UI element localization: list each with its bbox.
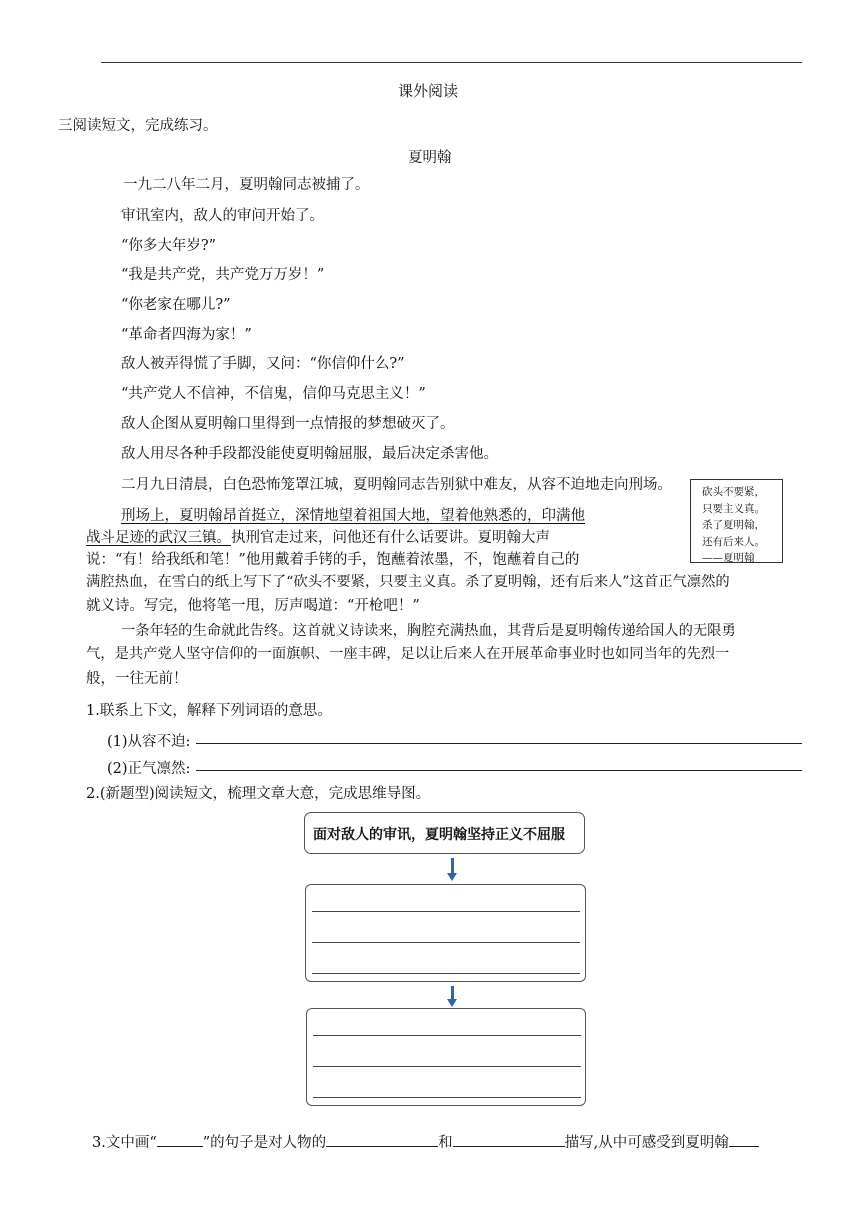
paragraph: “革命者四海为家！”	[121, 327, 252, 343]
answer-blank[interactable]	[196, 770, 802, 771]
paragraph: 敌人被弄得慌了手脚，又问：“你信仰什么?”	[121, 356, 405, 372]
question-1-item: (1)从容不迫:	[107, 734, 191, 750]
paragraph-line: 就义诗。写完，他将笔一甩，厉声喝道：“开枪吧！”	[86, 598, 420, 614]
paragraph: 审讯室内，敌人的审问开始了。	[121, 208, 324, 224]
paragraph: 敌人用尽各种手段都没能使夏明翰屈服，最后决定杀害他。	[121, 446, 498, 462]
poem-line: 杀了夏明翰，	[702, 519, 765, 531]
section-title: 课外阅读	[398, 82, 459, 100]
paragraph: 二月九日清晨，白色恐怖笼罩江城，夏明翰同志告别狱中难友，从容不迫地走向刑场。	[121, 477, 672, 493]
paragraph: 一九二八年二月，夏明翰同志被捕了。	[123, 177, 370, 193]
question-1-prompt: 1.联系上下文，解释下列词语的意思。	[86, 703, 332, 719]
question-1-item: (2)正气凛然:	[107, 761, 191, 777]
underline-sample	[157, 1132, 203, 1147]
poem-box	[690, 479, 783, 563]
question-2-prompt: 2.(新题型)阅读短文，梳理文章大意，完成思维导图。	[86, 786, 431, 802]
mindmap-node-text: 面对敌人的审讯，夏明翰坚持正义不屈服	[313, 827, 565, 843]
poem-line: 砍头不要紧，	[702, 486, 765, 498]
header-rule	[101, 62, 802, 63]
question-3-text: 3.文中画“	[92, 1135, 157, 1151]
paragraph-line: 满腔热血，在雪白的纸上写下了“砍头不要紧，只要主义真。杀了夏明翰，还有后来人”这首正气凛然的	[86, 574, 730, 590]
poem-author: ——夏明翰	[702, 552, 755, 564]
paragraph: 敌人企图从夏明翰口里得到一点情报的梦想破灭了。	[121, 416, 455, 432]
closing-line: 一条年轻的生命就此告终。这首就义诗读来，胸腔充满热血，其背后是夏明翰传递给国人的无限勇	[121, 623, 736, 639]
question-3-text: 和	[438, 1135, 453, 1151]
instruction: 三阅读短文，完成练习。	[58, 118, 218, 134]
mindmap-node-3[interactable]	[306, 1008, 586, 1106]
poem-line: 还有后来人。	[702, 535, 765, 548]
poem-line: 只要主义真。	[702, 502, 765, 515]
paragraph-line	[86, 526, 550, 547]
underlined-sentence-line1: 刑场上，夏明翰昂首挺立，深情地望着祖国大地，望着他熟悉的，印满他	[121, 508, 585, 524]
answer-blank[interactable]	[196, 743, 802, 744]
paragraph: “我是共产党，共产党万万岁！”	[121, 267, 325, 283]
mindmap-node-1	[304, 812, 585, 854]
paragraph: “共产党人不信神，不信鬼，信仰马克思主义！”	[121, 386, 426, 402]
paragraph: “你多大年岁?”	[121, 238, 217, 254]
answer-blank[interactable]	[453, 1132, 565, 1147]
paragraph-line: 说：“有！给我纸和笔！”他用戴着手铐的手，饱蘸着浓墨，不，饱蘸着自己的	[86, 552, 580, 568]
paragraph: “你老家在哪儿?”	[121, 297, 231, 313]
answer-blank[interactable]	[729, 1132, 759, 1147]
mindmap-node-2[interactable]	[305, 884, 586, 982]
question-3-text: 描写,从中可感受到夏明翰	[564, 1135, 729, 1151]
question-3-text: ”的句子是对人物的	[202, 1135, 327, 1151]
story-title: 夏明翰	[408, 150, 452, 166]
closing-line: 般，一往无前！	[86, 671, 188, 687]
answer-blank[interactable]	[326, 1132, 438, 1147]
paragraph-text: 执刑官走过来，问他还有什么话要讲。夏明翰大声	[231, 530, 550, 546]
underlined-sentence-line2: 战斗足迹的武汉三镇。	[86, 530, 231, 546]
closing-line: 气，是共产党人坚守信仰的一面旗帜、一座丰碑，足以让后来人在开展革命事业时也如同当年的先烈一	[86, 646, 730, 662]
question-3	[92, 1131, 759, 1152]
